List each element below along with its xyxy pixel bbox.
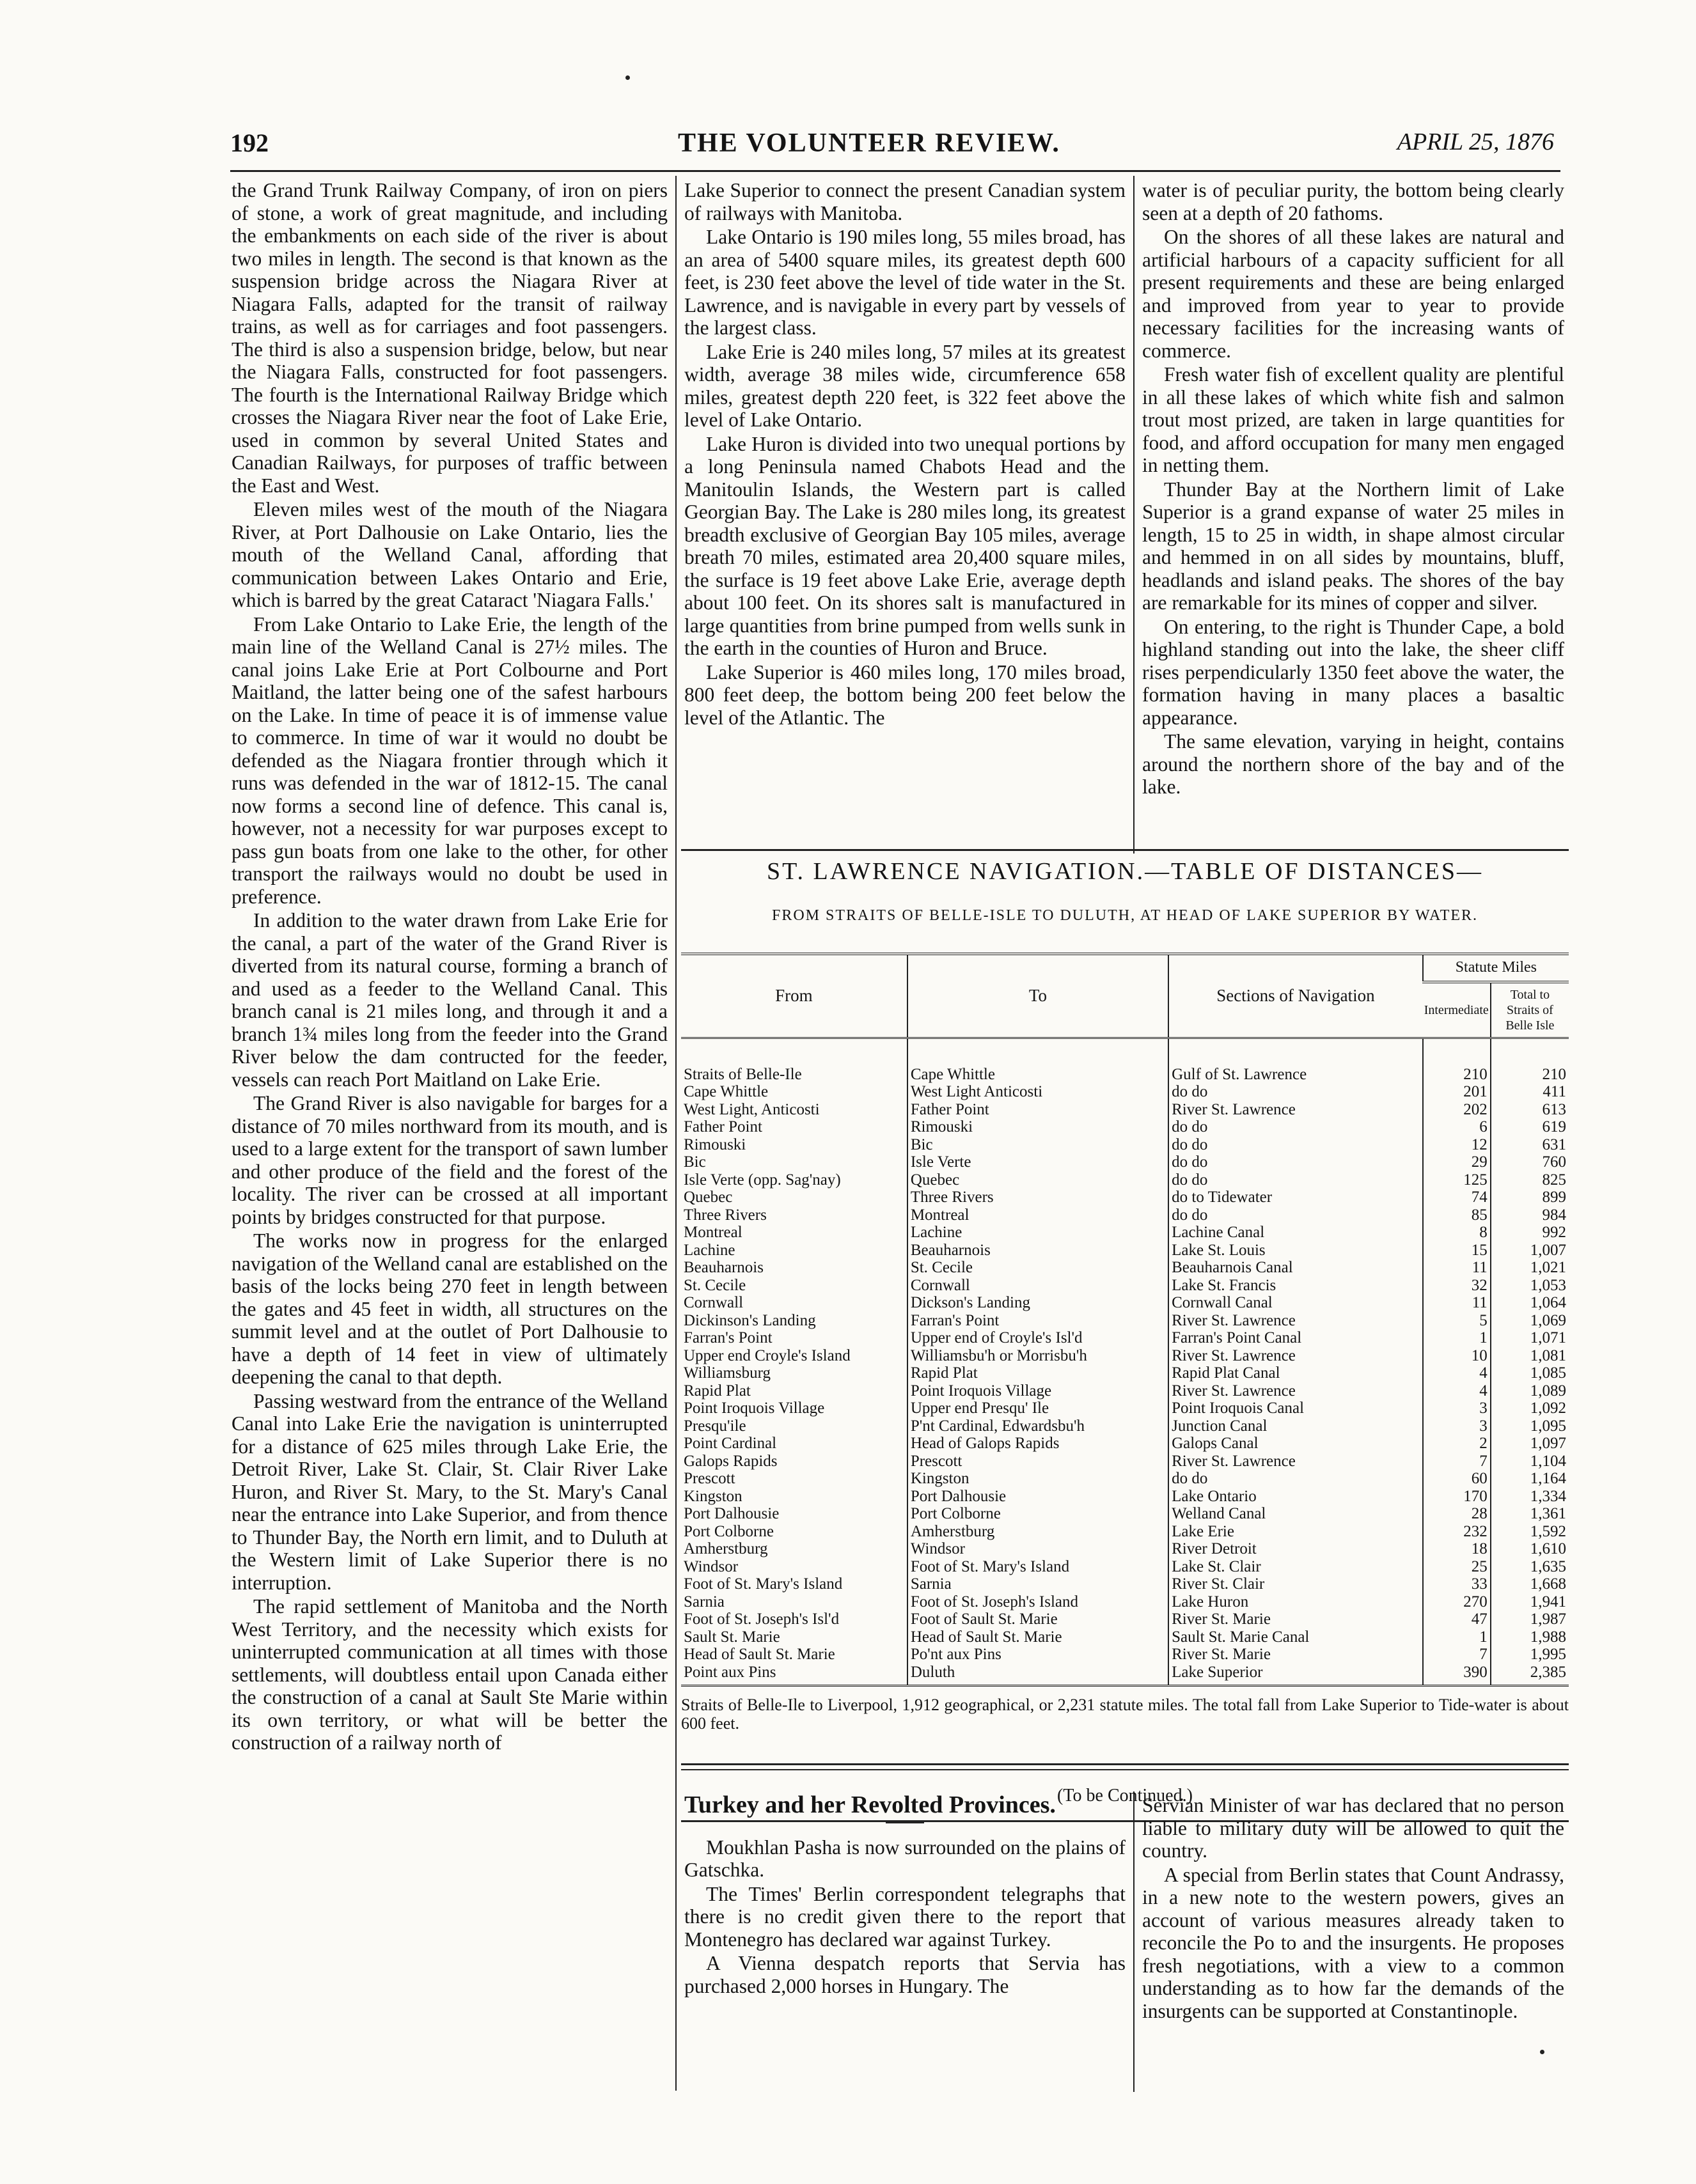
table-row [681,1206,1569,1224]
intermediate-cell: 28 [1423,1505,1491,1523]
from-cell: Williamsburg [684,1364,771,1382]
intermediate-cell: 1 [1423,1329,1491,1347]
section-cell: Gulf of St. Lawrence [1168,1038,1423,1083]
publication-title: THE VOLUNTEER REVIEW. [678,129,1060,158]
issue-date: APRIL 25, 1876 [1397,129,1554,155]
table-row [681,1505,1569,1523]
from-cell: Point aux Pins [681,1664,907,1686]
to-cell: Prescott [907,1453,1168,1470]
table-row [681,1347,1569,1365]
to-cell: Dickson's Landing [907,1294,1168,1312]
intermediate-cell: 11 [1423,1294,1491,1312]
from-cell: Rapid Plat [684,1382,751,1400]
paragraph: Lake Ontario is 190 miles long, 55 miles broad, has an area of 5400 square miles, its greatest depth 600 feet, is 230 feet above the level of tide water in the St. Lawrence, and is navigable in every part by vessels of the largest class. [684,226,1126,339]
section-cell: River St. Lawrence [1168,1312,1423,1330]
table-title: ST. LAWRENCE NAVIGATION.—TABLE OF DISTANCES— [767,858,1483,885]
table-row [681,1400,1569,1417]
total-cell: 760 [1491,1153,1569,1171]
total-cell: 411 [1491,1083,1569,1101]
total-cell: 1,334 [1491,1488,1569,1506]
to-cell: Sarnia [907,1575,1168,1593]
intermediate-cell: 210 [1423,1038,1491,1083]
from-cell: Kingston [684,1487,742,1505]
paragraph: On the shores of all these lakes are natural and artificial harbours of a capacity sufficient for all present requirements and these are being enlarged and improved from year to year to provide necessary facilities for the increasing wants of commerce. [1142,226,1564,362]
table-row [681,1523,1569,1541]
intermediate-cell: 47 [1423,1611,1491,1628]
paragraph: On entering, to the right is Thunder Cape, a bold highland standing out into the lake, the sheer cliff rises perpendicularly 1350 feet above the water, the formation having in many places a basaltic appearance. [1142,615,1564,729]
section-cell: Lake Ontario [1168,1488,1423,1506]
table-top-rule [681,849,1569,851]
intermediate-cell: 85 [1423,1206,1491,1224]
section-cell: River St. Marie [1168,1646,1423,1664]
from-cell: Rimouski [684,1135,746,1153]
from-cell: Cornwall [684,1294,744,1311]
paragraph: Moukhlan Pasha is now surrounded on the plains of Gatschka. [684,1836,1126,1881]
intermediate-cell: 170 [1423,1488,1491,1506]
paragraph: Lake Huron is divided into two unequal portions by a long Peninsula named Chabots Head and the Manitoulin Islands, the Western part is called Georgian Bay. The Lake is 280 miles long, its greatest breadth exclusive of Georgian Bay 105 miles, average breath 70 miles, estimated area 20,400 square miles, the surface is 19 feet above Lake Erie, average depth about 100 feet. On its shores salt is manufactured in large quantities from brine pumped from wells sunk in the earth in the counties of Huron and Bruce. [684,432,1126,659]
table-row [681,1038,1569,1083]
column-1 [232,179,668,1756]
from-cell: St. Cecile [684,1276,746,1294]
to-cell: St. Cecile [907,1259,1168,1277]
intermediate-cell: 33 [1423,1575,1491,1593]
intermediate-cell: 5 [1423,1312,1491,1330]
to-cell: Windsor [907,1540,1168,1558]
to-cell: Po'nt aux Pins [907,1646,1168,1664]
total-cell: 1,361 [1491,1505,1569,1523]
intermediate-cell: 202 [1423,1101,1491,1119]
column-divider-1 [675,176,677,2091]
intermediate-cell: 4 [1423,1382,1491,1400]
to-cell: P'nt Cardinal, Edwardsbu'h [907,1417,1168,1435]
section-cell: River St. Clair [1168,1575,1423,1593]
table-row [681,1593,1569,1611]
from-cell: Foot of St. Mary's Island [684,1575,843,1593]
from-cell: Foot of St. Joseph's Isl'd [684,1611,840,1628]
total-cell: 1,995 [1491,1646,1569,1664]
paragraph: water is of peculiar purity, the bottom being clearly seen at a depth of 20 fathoms. [1142,179,1564,224]
heading-divider [886,1822,924,1823]
paragraph: The works now in progress for the enlarged navigation of the Welland canal are established on the basis of the locks being 270 feet in length between the gates and 45 feet in width, all structures on the summit level and at the outlet of Port Dalhousie to have a depth of 14 feet in view of ultimately deepening the canal to that depth. [232,1229,668,1388]
to-cell: Rapid Plat [907,1364,1168,1382]
table-row [681,1259,1569,1277]
section-cell: do do [1168,1206,1423,1224]
total-cell: 984 [1491,1206,1569,1224]
total-cell: 613 [1491,1101,1569,1119]
table-bottom-rule-2 [681,1769,1569,1770]
to-cell: Quebec [907,1171,1168,1189]
from-cell: Dickinson's Landing [684,1311,816,1329]
to-cell: Port Dalhousie [907,1488,1168,1506]
paragraph: Servian Minister of war has declared that no person liable to military duty will be allowed to quit the country. [1142,1794,1564,1862]
paragraph: The rapid settlement of Manitoba and the North West Territory, and the necessity which exists for uninterrupted communication at all times with those settlements, will doubtless entail upon Canada either the construction of a canal at Sault Ste Marie within its own territory, or what will be better the construction of a railway north of [232,1595,668,1754]
from-cell: Upper end Croyle's Island [684,1346,851,1364]
intermediate-cell: 29 [1423,1153,1491,1171]
from-cell: Sarnia [684,1593,725,1611]
to-cell: West Light Anticosti [907,1083,1168,1101]
total-cell: 1,988 [1491,1628,1569,1646]
section-cell: Lake St. Louis [1168,1242,1423,1260]
total-cell: 1,941 [1491,1593,1569,1611]
intermediate-cell: 2 [1423,1435,1491,1453]
to-cell: Cape Whittle [907,1038,1168,1083]
section-cell: River St. Lawrence [1168,1347,1423,1365]
intermediate-cell: 7 [1423,1453,1491,1470]
section-cell: River St. Marie [1168,1611,1423,1628]
section-cell: Lachine Canal [1168,1224,1423,1242]
total-cell: 1,089 [1491,1382,1569,1400]
table-row [681,1628,1569,1646]
table-row [681,1312,1569,1330]
section-cell: Lake Erie [1168,1523,1423,1541]
paragraph: A special from Berlin states that Count Andrassy, in a new note to the western powers, gives an account of various measures already taken to reconcile the Po to and the insurgents. He proposes fresh negotiations, with a view to a common understanding as to how far the demands of the insurgents can be supported at Constantinople. [1142,1863,1564,2022]
intermediate-cell: 3 [1423,1417,1491,1435]
from-cell: Port Colborne [684,1522,774,1540]
to-cell: Bic [907,1136,1168,1154]
to-cell: Upper end of Croyle's Isl'd [907,1329,1168,1347]
intermediate-cell: 4 [1423,1364,1491,1382]
table-row [681,1153,1569,1171]
page-number: 192 [230,129,269,157]
from-cell: Cape Whittle [684,1083,769,1100]
table-row [681,1435,1569,1453]
intermediate-cell: 32 [1423,1277,1491,1295]
paragraph: A Vienna despatch reports that Servia has purchased 2,000 horses in Hungary. The [684,1952,1126,1997]
section-cell: River St. Lawrence [1168,1382,1423,1400]
column-divider-3 [1133,1791,1135,2092]
to-cell: Upper end Presqu' Ile [907,1400,1168,1417]
section-cell: Welland Canal [1168,1505,1423,1523]
intermediate-cell: 6 [1423,1118,1491,1136]
total-cell: 1,071 [1491,1329,1569,1347]
paragraph: The Times' Berlin correspondent telegraphs that there is no credit given there to the report that Montenegro has declared war against Turkey. [684,1882,1126,1951]
section-cell: Cornwall Canal [1168,1294,1423,1312]
to-cell: Foot of Sault St. Marie [907,1611,1168,1628]
to-cell: Foot of St. Mary's Island [907,1558,1168,1576]
section-cell: Point Iroquois Canal [1168,1400,1423,1417]
table-row [681,1101,1569,1119]
header-intermediate: Intermediate [1423,982,1491,1038]
intermediate-cell: 1 [1423,1628,1491,1646]
table-row [681,1171,1569,1189]
header-statute-miles: Statute Miles [1423,954,1569,982]
to-cell: Beauharnois [907,1242,1168,1260]
intermediate-cell: 11 [1423,1259,1491,1277]
distance-table [681,953,1569,1687]
table-row [681,1611,1569,1628]
from-cell: Lachine [684,1241,735,1259]
table-row [681,1189,1569,1206]
table-row [681,1575,1569,1593]
from-cell: Point Iroquois Village [684,1400,825,1417]
table-row [681,1646,1569,1664]
table-row [681,1664,1569,1686]
total-cell: 1,081 [1491,1347,1569,1365]
from-cell: Presqu'ile [684,1417,746,1435]
total-cell: 619 [1491,1118,1569,1136]
article-col-1 [684,1791,1126,1999]
section-cell: do do [1168,1171,1423,1189]
table-row [681,1488,1569,1506]
intermediate-cell: 18 [1423,1540,1491,1558]
total-cell: 1,021 [1491,1259,1569,1277]
section-cell: Sault St. Marie Canal [1168,1628,1423,1646]
section-cell: Rapid Plat Canal [1168,1364,1423,1382]
total-cell: 1,085 [1491,1364,1569,1382]
total-cell: 210 [1491,1038,1569,1083]
from-cell: Amherstburg [684,1540,768,1557]
continued-note: (To be Continued.) [1057,1786,1193,1806]
intermediate-cell: 3 [1423,1400,1491,1417]
table-row [681,1277,1569,1295]
from-cell: Galops Rapids [684,1452,778,1470]
intermediate-cell: 125 [1423,1171,1491,1189]
intermediate-cell: 201 [1423,1083,1491,1101]
section-cell: do do [1168,1153,1423,1171]
total-cell: 825 [1491,1171,1569,1189]
intermediate-cell: 12 [1423,1136,1491,1154]
table-row [681,1224,1569,1242]
total-cell: 1,610 [1491,1540,1569,1558]
from-cell: Port Dalhousie [684,1505,780,1522]
to-cell: Kingston [907,1470,1168,1488]
from-cell: Farran's Point [684,1329,773,1346]
to-cell: Duluth [907,1664,1168,1686]
section-cell: River Detroit [1168,1540,1423,1558]
intermediate-cell: 270 [1423,1593,1491,1611]
total-cell: 1,104 [1491,1453,1569,1470]
paragraph: Lake Erie is 240 miles long, 57 miles at its greatest width, average 38 miles wide, circumference 658 miles, greatest depth 220 feet, is 322 feet above the level of Lake Ontario. [684,340,1126,431]
from-cell: Windsor [684,1557,739,1575]
to-cell: Foot of St. Joseph's Island [907,1593,1168,1611]
paragraph: the Grand Trunk Railway Company, of iron on piers of stone, a work of great magnitude, and including the embankments on each side of the river is about two miles in length. The second is that known as the suspension bridge across the Niagara River at Niagara Falls, adapted for the transit of railway trains, as well as for carriages and foot passengers. The third is also a suspension bridge, below, but near the Niagara Falls, constructed for foot passengers. The fourth is the International Railway Bridge which crosses the Niagara River near the foot of Lake Erie, used in common by several United States and Canadian Railways, for purposes of traffic between the East and West. [232,179,668,497]
paragraph: Fresh water fish of excellent quality are plentiful in all these lakes of which white fish and salmon trout most prized, are taken in large quantities for food, and afford occupation for many men engaged in netting them. [1142,363,1564,476]
section-cell: Lake Superior [1168,1664,1423,1686]
paragraph: Thunder Bay at the Northern limit of Lake Superior is a grand expanse of water 25 miles in length, 15 to 25 in width, in shape almost circular and hemmed in on all sides by mountains, bluff, headlands and island peaks. The shores of the bay are remarkable for its mines of copper and silver. [1142,478,1564,614]
table-row [681,1118,1569,1136]
to-cell: Lachine [907,1224,1168,1242]
total-cell: 1,064 [1491,1294,1569,1312]
table-row [681,1382,1569,1400]
from-cell: West Light, Anticosti [684,1100,820,1118]
paragraph: Lake Superior to connect the present Canadian system of railways with Manitoba. [684,179,1126,224]
section-cell: do do [1168,1118,1423,1136]
article-col-2 [1142,1794,1564,2024]
section-cell: River St. Lawrence [1168,1101,1423,1119]
from-cell: Isle Verte (opp. Sag'nay) [684,1171,841,1189]
to-cell: Amherstburg [907,1523,1168,1541]
table-note: Straits of Belle-Ile to Liverpool, 1,912 geographical, or 2,231 statute miles. The total fall from Lake Superior to Tide-water is about 600 feet. [681,1696,1569,1733]
table-row [681,1329,1569,1347]
table-row [681,1470,1569,1488]
table-row [681,1453,1569,1470]
total-cell: 631 [1491,1136,1569,1154]
intermediate-cell: 15 [1423,1242,1491,1260]
from-cell: Point Cardinal [684,1435,777,1452]
header-total: Total to Straits of Belle Isle [1491,982,1569,1038]
section-cell: River St. Lawrence [1168,1453,1423,1470]
intermediate-cell: 390 [1423,1664,1491,1686]
table-row [681,1083,1569,1101]
section-cell: Galops Canal [1168,1435,1423,1453]
print-speck [625,75,630,80]
table-row [681,1242,1569,1260]
intermediate-cell: 10 [1423,1347,1491,1365]
intermediate-cell: 60 [1423,1470,1491,1488]
print-speck [1540,2050,1544,2054]
section-cell: Beauharnois Canal [1168,1259,1423,1277]
to-cell: Isle Verte [907,1153,1168,1171]
paragraph: From Lake Ontario to Lake Erie, the length of the main line of the Welland Canal is 27½ miles. The canal joins Lake Erie at Port Colbourne and Port Maitland, the latter being one of the safest harbours on the Lake. In time of peace it is of immense value to commerce. In time of war it would no doubt be defended as the Niagara frontier through which it runs was defended in the war of 1812-15. The canal now forms a second line of defence. This canal is, however, not a necessity for war purposes except to pass gun boats from one lake to the other, for other transport the railways would no doubt be used in preference. [232,612,668,908]
intermediate-cell: 7 [1423,1646,1491,1664]
from-cell: Sault St. Marie [684,1628,780,1646]
paragraph: The same elevation, varying in height, contains around the northern shore of the bay and of the lake. [1142,730,1564,798]
paragraph: Lake Superior is 460 miles long, 170 miles broad, 800 feet deep, the bottom being 200 feet below the level of the Atlantic. The [684,660,1126,729]
header-from: From [681,954,907,1038]
total-cell: 1,092 [1491,1400,1569,1417]
table-subtitle: FROM STRAITS OF BELLE-ISLE TO DULUTH, AT HEAD OF LAKE SUPERIOR BY WATER. [771,907,1479,924]
intermediate-cell: 25 [1423,1558,1491,1576]
total-cell: 1,164 [1491,1470,1569,1488]
table-row [681,1294,1569,1312]
total-cell: 2,385 [1491,1664,1569,1686]
from-cell: Straits of Belle-Ile [684,1065,802,1083]
column-2 [684,179,1126,730]
paragraph: Eleven miles west of the mouth of the Niagara River, at Port Dalhousie on Lake Ontario, lies the mouth of the Welland Canal, affording that communication between Lakes Ontario and Erie, which is barred by the great Cataract 'Niagara Falls.' [232,498,668,611]
total-cell: 1,592 [1491,1523,1569,1541]
from-cell: Prescott [684,1470,735,1487]
total-cell: 1,069 [1491,1312,1569,1330]
total-cell: 1,095 [1491,1417,1569,1435]
section-cell: Farran's Point Canal [1168,1329,1423,1347]
total-cell: 1,668 [1491,1575,1569,1593]
article-heading: Turkey and her Revolted Provinces. [684,1791,1056,1818]
paragraph: Passing westward from the entrance of the Welland Canal into Lake Erie the navigation is uninterrupted for a distance of 625 miles through Lake Erie, the Detroit River, Lake St. Clair, St. Clair River Lake Huron, and River St. Mary, to the St. Mary's Canal near the entrance into Lake Superior, and from thence to Thunder Bay, the North ern limit, and to Duluth at the Western limit of Lake Superior there is no interruption. [232,1389,668,1594]
distance-table-section [681,854,1569,1822]
from-cell: Quebec [684,1189,733,1206]
intermediate-cell: 8 [1423,1224,1491,1242]
header-to: To [907,954,1168,1038]
header-sections: Sections of Navigation [1168,954,1423,1038]
total-cell: 1,097 [1491,1435,1569,1453]
to-cell: Montreal [907,1206,1168,1224]
to-cell: Head of Galops Rapids [907,1435,1168,1453]
table-row [681,1417,1569,1435]
header-rule [230,170,1560,172]
from-cell: Bic [684,1153,706,1171]
from-cell: Head of Sault St. Marie [684,1646,835,1663]
total-cell: 1,053 [1491,1277,1569,1295]
intermediate-cell: 74 [1423,1189,1491,1206]
total-cell: 899 [1491,1189,1569,1206]
section-cell: Lake Huron [1168,1593,1423,1611]
from-cell: Montreal [684,1224,742,1241]
section-cell: Junction Canal [1168,1417,1423,1435]
total-cell: 992 [1491,1224,1569,1242]
paragraph: The Grand River is also navigable for barges for a distance of 70 miles northward from its mouth, and is used to a large extent for the transport of sawn lumber and other produce of the field and the forest of the locality. The river can be crossed at all important points by bridges constructed for that purpose. [232,1092,668,1228]
to-cell: Father Point [907,1101,1168,1119]
from-cell: Beauharnois [684,1259,764,1276]
table-row [681,1540,1569,1558]
table-row [681,1558,1569,1576]
total-cell: 1,635 [1491,1558,1569,1576]
section-cell: do do [1168,1470,1423,1488]
total-cell: 1,987 [1491,1611,1569,1628]
to-cell: Williamsbu'h or Morrisbu'h [907,1347,1168,1365]
section-cell: do do [1168,1136,1423,1154]
to-cell: Rimouski [907,1118,1168,1136]
to-cell: Head of Sault St. Marie [907,1628,1168,1646]
to-cell: Three Rivers [907,1189,1168,1206]
to-cell: Farran's Point [907,1312,1168,1330]
from-cell: Three Rivers [684,1206,767,1224]
section-cell: do to Tidewater [1168,1189,1423,1206]
from-cell: Father Point [684,1118,762,1135]
column-3 [1142,179,1564,800]
section-cell: Lake St. Clair [1168,1558,1423,1576]
table-row [681,1136,1569,1154]
table-bottom-rule [681,1763,1569,1765]
page-header [230,128,1554,166]
to-cell: Port Colborne [907,1505,1168,1523]
paragraph: In addition to the water drawn from Lake Erie for the canal, a part of the water of the Grand River is diverted from its natural course, forming a branch of and used as a feeder to the Welland Canal. This branch canal is 21 miles long, and through it and a branch 1¾ miles long from the feeder into the Grand River below the dam contructed for the feeder, vessels can reach Port Maitland on Lake Erie. [232,909,668,1091]
section-cell: do do [1168,1083,1423,1101]
to-cell: Point Iroquois Village [907,1382,1168,1400]
to-cell: Cornwall [907,1277,1168,1295]
table-row [681,1364,1569,1382]
column-divider-2 [1133,176,1135,854]
total-cell: 1,007 [1491,1242,1569,1260]
section-cell: Lake St. Francis [1168,1277,1423,1295]
intermediate-cell: 232 [1423,1523,1491,1541]
